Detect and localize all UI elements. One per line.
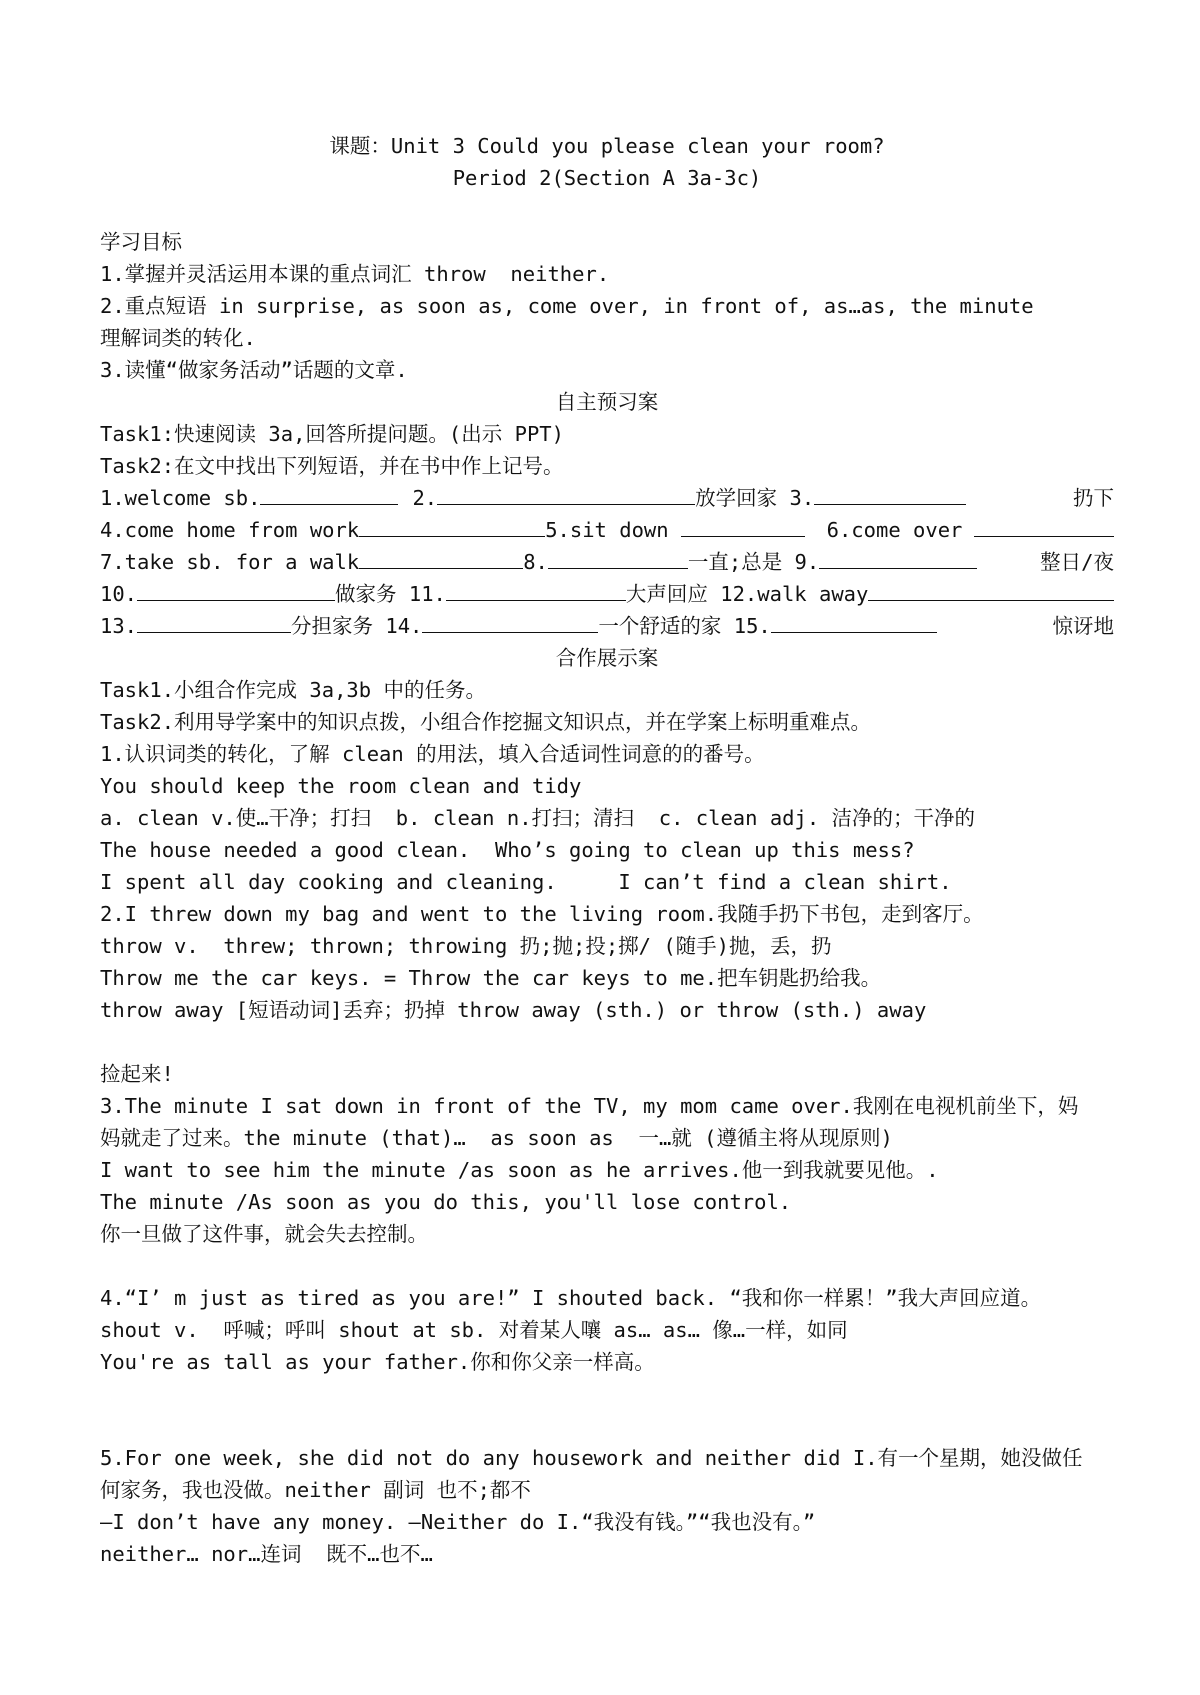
point-2-exercise xyxy=(100,1026,1114,1058)
point-2: 2.I threw down my bag and went to the living room.我随手扔下书包，走到客厅。 xyxy=(100,902,984,926)
period-line: Period 2(Section A 3a-3c) xyxy=(452,166,762,190)
phrase-11-meaning: 大声回应 12.walk away xyxy=(625,582,869,606)
phrase-blank-13[interactable] xyxy=(137,610,291,633)
point-4-exercise-1 xyxy=(100,1378,1114,1410)
preview-task-2: Task2:在文中找出下列短语，并在书中作上记号。 xyxy=(100,454,564,478)
point-5-cont: 何家务，我也没做。neither 副词 也不;都不 xyxy=(100,1478,531,1502)
point-3: 3.The minute I sat down in front of the TV, my mom came over.我刚在电视机前坐下，妈 xyxy=(100,1094,1079,1118)
point-1: 1.认识词类的转化，了解 clean 的用法，填入合适词性词意的的番号。 xyxy=(100,742,765,766)
point-1-options: a. clean v.使…干净；打扫 b. clean n.打扫；清扫 c. clean adj. 洁净的；干净的 xyxy=(100,806,976,830)
coop-task-2: Task2.利用导学案中的知识点拨，小组合作挖掘文知识点，并在学案上标明重难点。 xyxy=(100,710,872,734)
goal-3: 3.读懂“做家务活动”话题的文章. xyxy=(100,358,408,382)
goals-title: 学习目标 xyxy=(100,230,182,254)
phrase-2-num: 2. xyxy=(412,486,438,510)
phrase-blank-15[interactable] xyxy=(771,610,937,633)
point-2-exercise-cont: 捡起来! xyxy=(100,1062,174,1086)
phrase-5: 5.sit down xyxy=(545,518,669,542)
phrase-blank-14[interactable] xyxy=(422,610,598,633)
phrase-blank-11[interactable] xyxy=(446,578,626,601)
phrase-6: 6.come over xyxy=(826,518,963,542)
preview-task-1: Task1:快速阅读 3a,回答所提问题。(出示 PPT) xyxy=(100,422,564,446)
point-5-usage: neither… nor…连词 既不…也不… xyxy=(100,1542,433,1566)
preview-title: 自主预习案 xyxy=(555,390,659,414)
phrase-blank-6[interactable] xyxy=(974,514,1114,537)
phrase-row-4 xyxy=(100,578,1114,610)
coop-task-1: Task1.小组合作完成 3a,3b 中的任务。 xyxy=(100,678,486,702)
point-5: 5.For one week, she did not do any housework and neither did I.有一个星期，她没做任 xyxy=(100,1446,1083,1470)
point-3-ex-2-trans: 你一旦做了这件事，就会失去控制。 xyxy=(100,1222,428,1246)
point-4: 4.“I’ m just as tired as you are!” I shouted back. “我和你一样累！”我大声回应道。 xyxy=(100,1286,1042,1310)
topic-line: 课题：Unit 3 Could you please clean your room? xyxy=(329,134,885,158)
phrase-blank-10[interactable] xyxy=(137,578,335,601)
phrase-13-num: 13. xyxy=(100,614,138,638)
point-4-usage: shout v. 呼喊；呼叫 shout at sb. 对着某人嚷 as… as… 像…一样，如同 xyxy=(100,1318,848,1342)
point-4-exercise-2 xyxy=(100,1410,1114,1442)
point-4-ex-1: You're as tall as your father.你和你父亲一样高。 xyxy=(100,1350,655,1374)
point-5-ex-1: —I don’t have any money. —Neither do I.“我没有钱。”“我也没有。” xyxy=(100,1510,816,1534)
goal-2-cont: 理解词类的转化. xyxy=(100,326,256,350)
point-3-cont: 妈就走了过来。the minute (that)… as soon as 一…就 (遵循主将从现原则) xyxy=(100,1126,893,1150)
point-2-forms: throw v. threw; thrown; throwing 扔;抛;投;掷/ (随手)抛，丢，扔 xyxy=(100,934,832,958)
phrase-1: 1.welcome sb. xyxy=(100,486,261,510)
class-info-row xyxy=(100,194,1114,226)
point-2-ex-1: Throw me the car keys. = Throw the car keys to me.把车钥匙扔给我。 xyxy=(100,966,882,990)
phrase-row-5 xyxy=(100,610,1114,642)
goal-2: 2.重点短语 in surprise, as soon as, come over, in front of, as…as, the minute xyxy=(100,294,1034,318)
phrase-blank-8[interactable] xyxy=(548,546,688,569)
phrase-blank-9[interactable] xyxy=(819,546,977,569)
phrase-9-meaning: 整日/夜 xyxy=(1040,550,1114,574)
phrase-7: 7.take sb. for a walk xyxy=(100,550,360,574)
phrase-row-3 xyxy=(100,546,1114,578)
phrase-14-meaning: 一个舒适的家 15. xyxy=(598,614,771,638)
phrase-13-meaning: 分担家务 14. xyxy=(291,614,423,638)
phrase-blank-5[interactable] xyxy=(681,514,805,537)
point-1-ex-2: The house needed a good clean. Who’s going to clean up this mess? xyxy=(100,838,915,862)
phrase-blank-2[interactable] xyxy=(437,482,695,505)
header-line xyxy=(100,98,1114,130)
phrase-blank-3[interactable] xyxy=(814,482,966,505)
point-3-ex-1: I want to see him the minute /as soon as he arrives.他一到我就要见他。. xyxy=(100,1158,939,1182)
phrase-2-meaning: 放学回家 3. xyxy=(695,486,815,510)
phrase-15-meaning: 惊讶地 xyxy=(1052,614,1114,638)
point-1-ex-1: You should keep the room clean and tidy xyxy=(100,774,582,798)
phrase-row-1 xyxy=(100,482,1114,514)
phrase-10-num: 10. xyxy=(100,582,138,606)
phrase-8-num: 8. xyxy=(523,550,548,574)
coop-title: 合作展示案 xyxy=(555,646,659,670)
point-3-exercise xyxy=(100,1250,1114,1282)
phrase-blank-1[interactable] xyxy=(260,482,398,505)
phrase-blank-12[interactable] xyxy=(868,578,1114,601)
point-2-phrase: throw away [短语动词]丢弃；扔掉 throw away (sth.) or throw (sth.) away xyxy=(100,998,927,1022)
phrase-row-2 xyxy=(100,514,1114,546)
goal-1: 1.掌握并灵活运用本课的重点词汇 throw neither. xyxy=(100,262,610,286)
phrase-blank-4[interactable] xyxy=(359,514,545,537)
phrase-3-meaning: 扔下 xyxy=(1073,486,1114,510)
phrase-8-meaning: 一直;总是 9. xyxy=(687,550,820,574)
point-3-ex-2: The minute /As soon as you do this, you'll lose control. xyxy=(100,1190,792,1214)
phrase-4: 4.come home from work xyxy=(100,518,360,542)
phrase-blank-7[interactable] xyxy=(359,546,523,569)
point-1-ex-3: I spent all day cooking and cleaning. I can’t find a clean shirt. xyxy=(100,870,952,894)
phrase-10-meaning: 做家务 11. xyxy=(335,582,446,606)
